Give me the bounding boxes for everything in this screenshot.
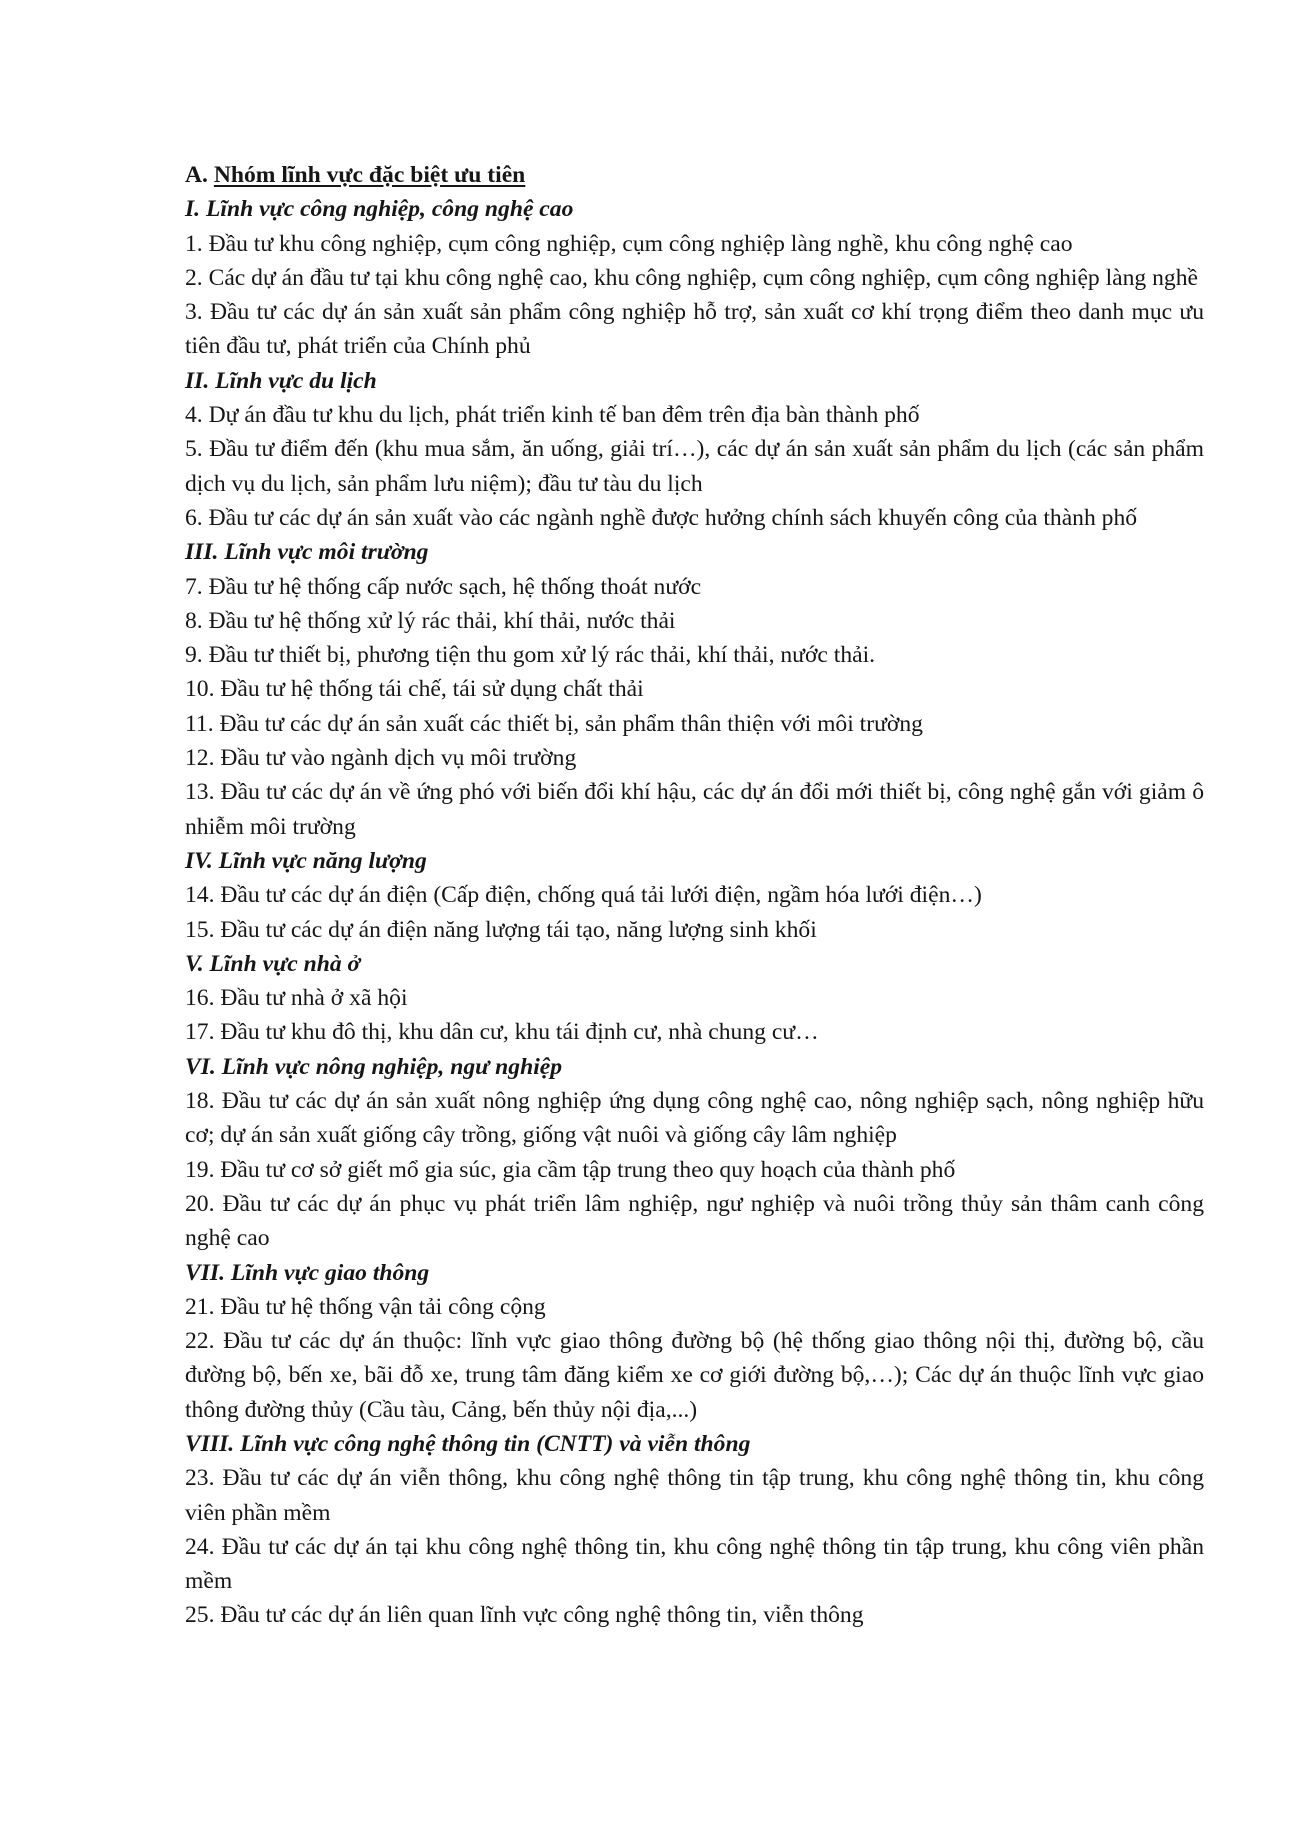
list-item: 3. Đầu tư các dự án sản xuất sản phẩm công nghiệp hỗ trợ, sản xuất cơ khí trọng điểm theo danh mục ưu tiên đầu tư, phát triển của Chính phủ [185,299,1204,360]
list-item: 5. Đầu tư điểm đến (khu mua sắm, ăn uống, giải trí…), các dự án sản xuất sản phẩm du lịch (các sản phẩm dịch vụ du lịch, sản phẩm lưu niệm); đầu tư tàu du lịch [185,436,1204,497]
list-item: 22. Đầu tư các dự án thuộc: lĩnh vực giao thông đường bộ (hệ thống giao thông nội thị, đường bộ, cầu đường bộ, bến xe, bãi đỗ xe, trung tâm đăng kiểm xe cơ giới đường bộ,…); Các dự án thuộc lĩnh vực giao thông đường thủy (Cầu tàu, Cảng, bến thủy nội địa,...) [185,1328,1204,1423]
section-title: V. Lĩnh vực nhà ở [185,950,361,977]
heading-title: Nhóm lĩnh vực đặc biệt ưu tiên [213,162,526,188]
list-item: 1. Đầu tư khu công nghiệp, cụm công nghiệp, cụm công nghiệp làng nghề, khu công nghệ cao [185,230,1073,257]
list-item: 9. Đầu tư thiết bị, phương tiện thu gom xử lý rác thải, khí thải, nước thải. [185,642,876,669]
list-item: 23. Đầu tư các dự án viễn thông, khu công nghệ thông tin tập trung, khu công nghệ thông tin, khu công viên phần mềm [185,1465,1204,1526]
document-heading [185,158,1204,192]
list-item: 18. Đầu tư các dự án sản xuất nông nghiệp ứng dụng công nghệ cao, nông nghiệp sạch, nông nghiệp hữu cơ; dự án sản xuất giống cây trồng, giống vật nuôi và giống cây lâm nghiệp [185,1088,1204,1149]
list-item: 4. Dự án đầu tư khu du lịch, phát triển kinh tế ban đêm trên địa bàn thành phố [185,402,920,429]
document-page [185,158,1204,1633]
list-item: 19. Đầu tư cơ sở giết mổ gia súc, gia cầm tập trung theo quy hoạch của thành phố [185,1156,956,1183]
section-title: II. Lĩnh vực du lịch [185,367,377,394]
list-item: 14. Đầu tư các dự án điện (Cấp điện, chống quá tải lưới điện, ngầm hóa lưới điện…) [185,882,982,909]
list-item: 21. Đầu tư hệ thống vận tải công cộng [185,1293,546,1320]
list-item: 13. Đầu tư các dự án về ứng phó với biến đổi khí hậu, các dự án đổi mới thiết bị, công nghệ gắn với giảm ô nhiễm môi trường [185,779,1204,840]
list-item: 2. Các dự án đầu tư tại khu công nghệ cao, khu công nghiệp, cụm công nghiệp, cụm công nghiệp làng nghề [185,264,1198,291]
section-title: VI. Lĩnh vực nông nghiệp, ngư nghiệp [185,1053,563,1080]
section-title: VII. Lĩnh vực giao thông [185,1259,430,1286]
list-item: 16. Đầu tư nhà ở xã hội [185,985,408,1012]
list-item: 6. Đầu tư các dự án sản xuất vào các ngành nghề được hưởng chính sách khuyến công của thành phố [185,504,1138,531]
heading-prefix: A. [185,162,214,188]
list-item: 12. Đầu tư vào ngành dịch vụ môi trường [185,745,577,772]
list-item: 20. Đầu tư các dự án phục vụ phát triển lâm nghiệp, ngư nghiệp và nuôi trồng thủy sản thâm canh công nghệ cao [185,1190,1204,1252]
section-title: I. Lĩnh vực công nghiệp, công nghệ cao [185,196,574,223]
list-item: 7. Đầu tư hệ thống cấp nước sạch, hệ thống thoát nước [185,573,702,600]
list-item: 8. Đầu tư hệ thống xử lý rác thải, khí thải, nước thải [185,607,676,634]
section-title: III. Lĩnh vực môi trường [185,539,429,566]
list-item: 24. Đầu tư các dự án tại khu công nghệ thông tin, khu công nghệ thông tin tập trung, khu công viên phần mềm [185,1533,1204,1595]
list-item: 25. Đầu tư các dự án liên quan lĩnh vực công nghệ thông tin, viễn thông [185,1602,864,1629]
section-title: IV. Lĩnh vực năng lượng [185,847,427,874]
list-item: 17. Đầu tư khu đô thị, khu dân cư, khu tái định cư, nhà chung cư… [185,1019,819,1046]
list-item: 10. Đầu tư hệ thống tái chế, tái sử dụng chất thải [185,676,644,703]
list-item: 11. Đầu tư các dự án sản xuất các thiết bị, sản phẩm thân thiện với môi trường [185,710,923,737]
section-title: VIII. Lĩnh vực công nghệ thông tin (CNTT) và viễn thông [185,1430,751,1457]
list-item: 15. Đầu tư các dự án điện năng lượng tái tạo, năng lượng sinh khối [185,916,817,943]
